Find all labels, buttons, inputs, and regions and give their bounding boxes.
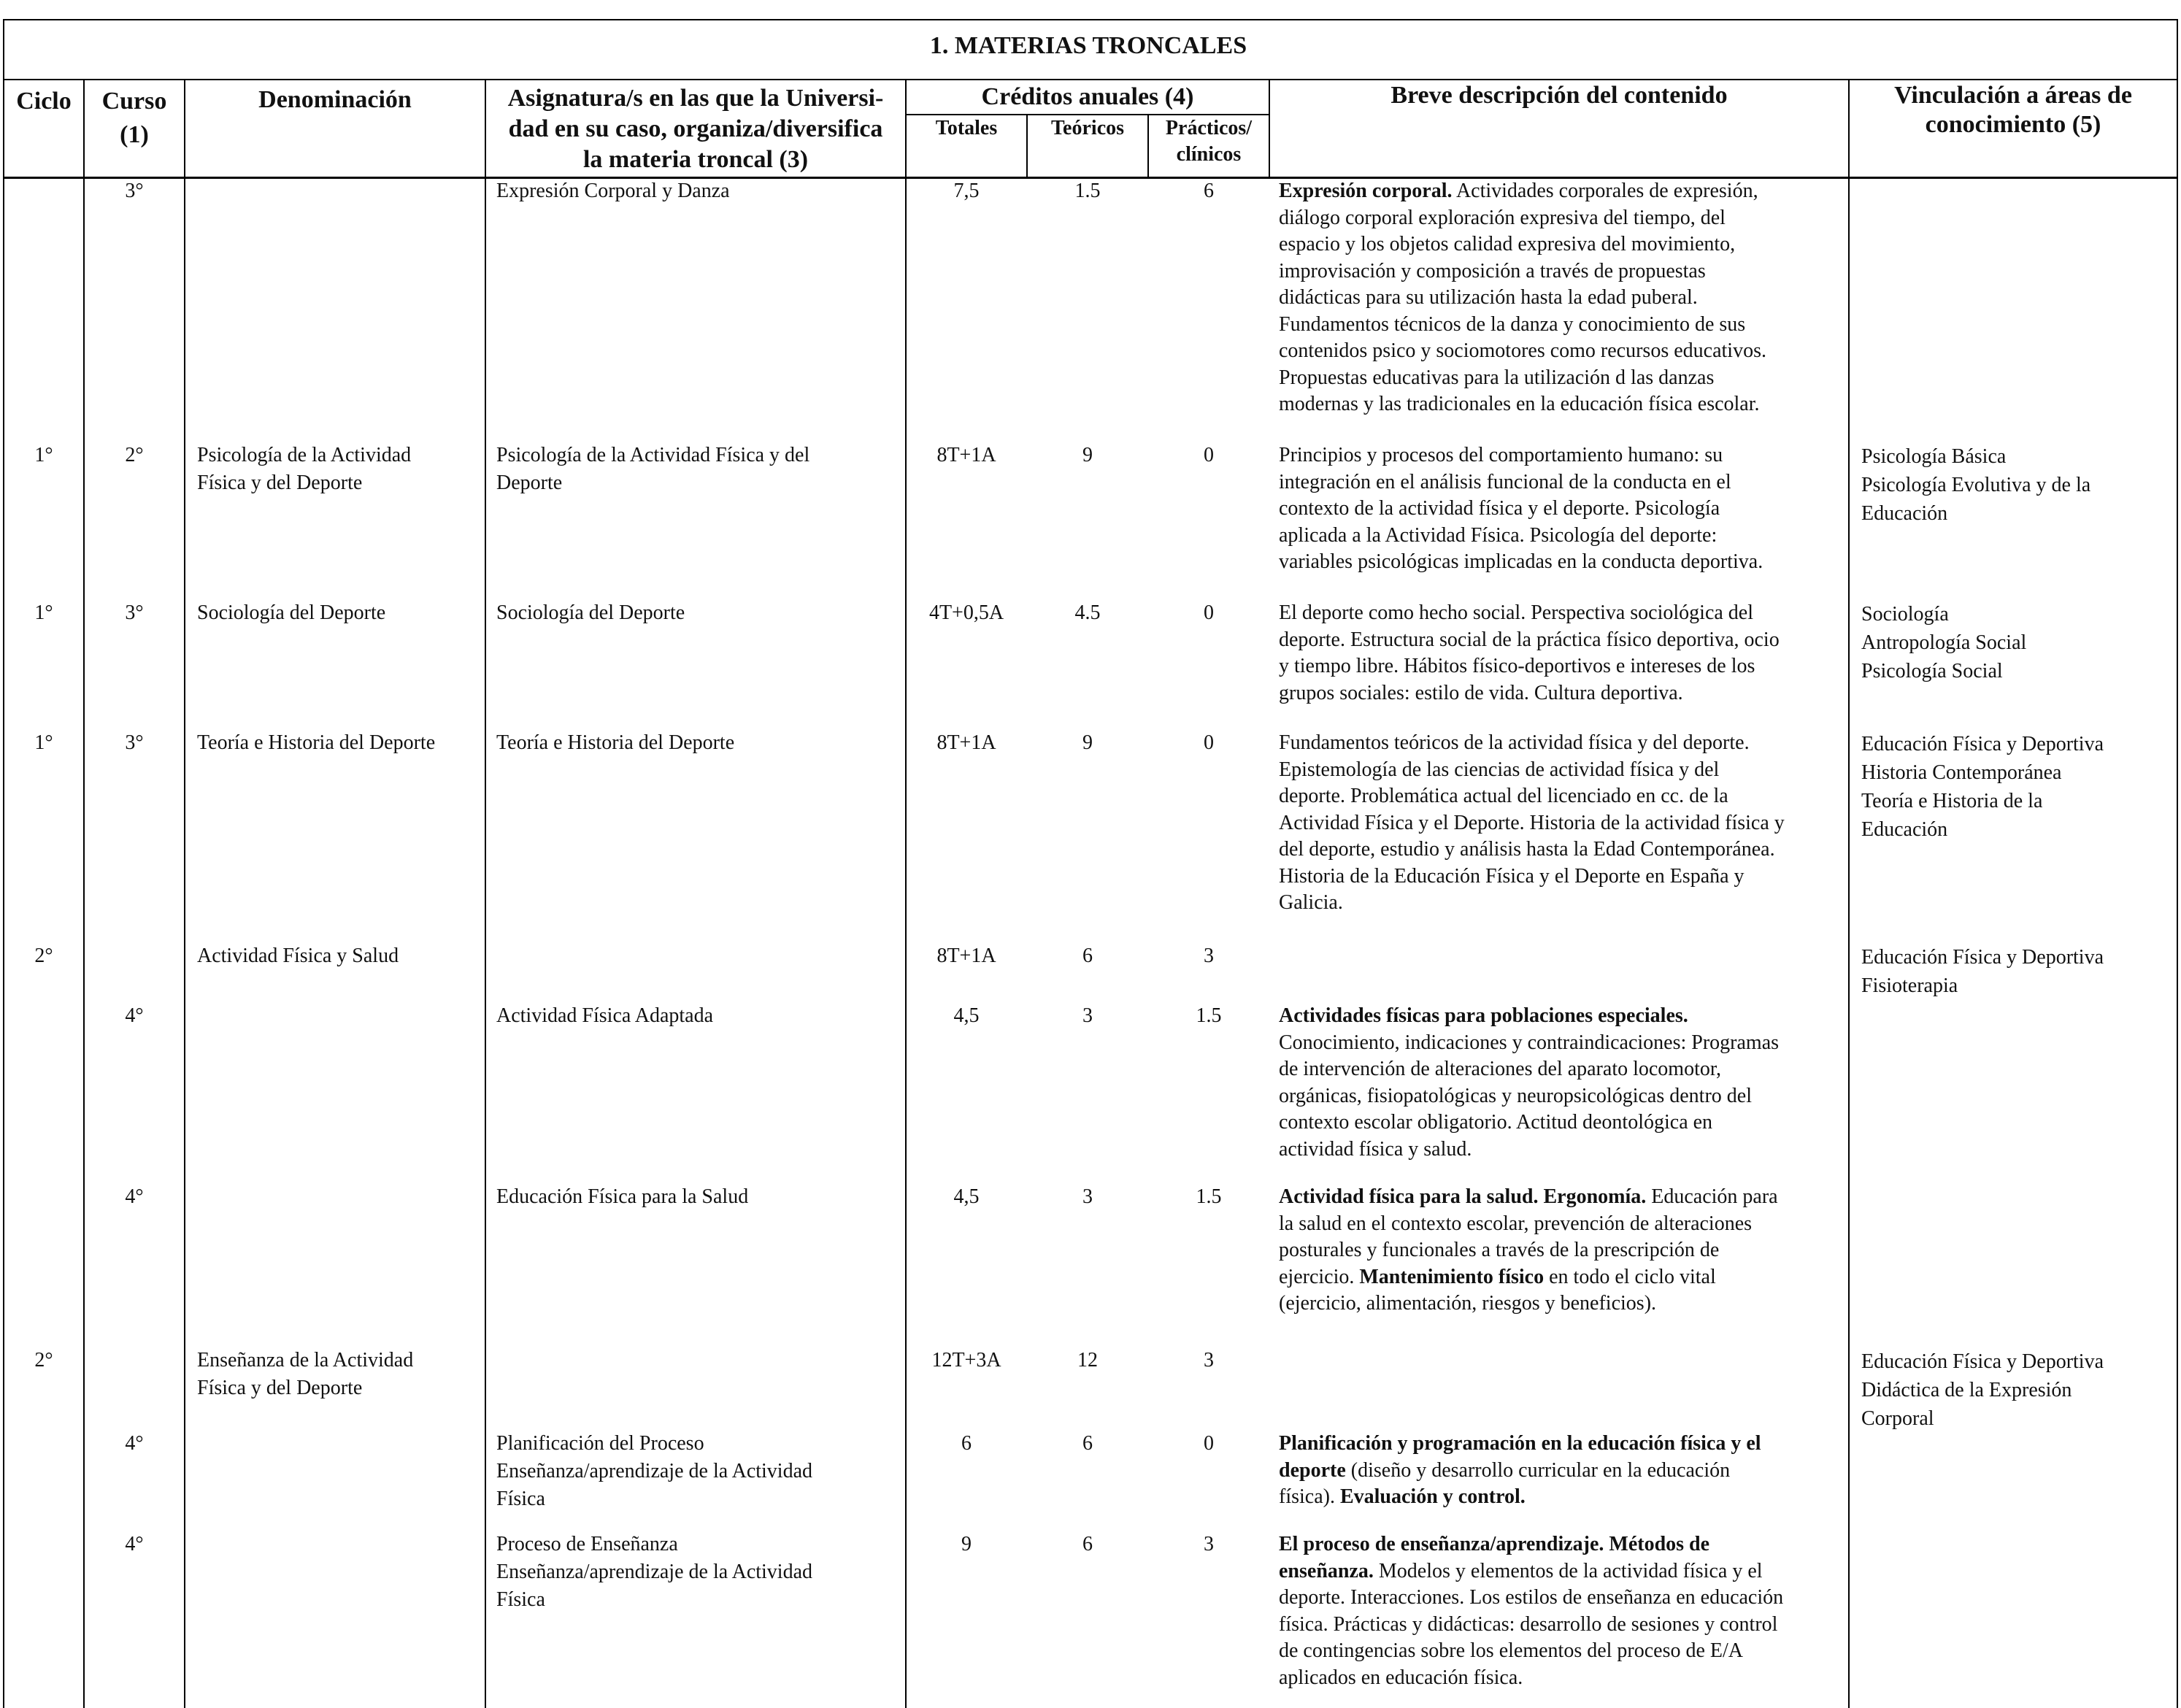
header-teoricos: Teóricos — [1050, 117, 1125, 139]
col-line-denominacion — [485, 79, 486, 1708]
cell-curso: 4° — [125, 1004, 144, 1027]
descripcion-line — [1279, 1184, 1848, 1211]
cell-teoricos: 1.5 — [1074, 180, 1101, 202]
descripcion-line — [1279, 338, 1848, 365]
cell-practicos: 0 — [1204, 731, 1214, 754]
descripcion-line — [1279, 1211, 1848, 1238]
cell-asignatura-line: Psicología de la Actividad Física y del — [496, 444, 810, 466]
descripcion-line — [1279, 523, 1848, 550]
cell-area-line: Sociología — [1861, 603, 1949, 626]
header-denominacion: Denominación — [258, 86, 412, 113]
cell-ciclo: 1° — [34, 601, 53, 624]
descripcion-text: didácticas para su utilización hasta la edad puberal. — [1279, 286, 1698, 309]
cell-denominacion-line: Psicología de la Actividad — [197, 444, 412, 466]
header-practicos-1: Prácticos/ — [1165, 117, 1253, 139]
descripcion-text: Galicia. — [1279, 891, 1343, 914]
descripcion-bold: Expresión corporal. — [1279, 180, 1453, 202]
descripcion-line — [1279, 469, 1848, 496]
cell-area-line: Didáctica de la Expresión — [1861, 1379, 2072, 1401]
descripcion-text: contexto de la actividad física y el deporte. Psicología — [1279, 497, 1720, 520]
descripcion-line — [1279, 1665, 1848, 1692]
descripcion-text: Actividades corporales de expresión, — [1452, 180, 1758, 202]
cell-asignatura-line: Teoría e Historia del Deporte — [496, 731, 735, 754]
header-creditos: Créditos anuales (4) — [981, 83, 1194, 110]
cell-teoricos: 6 — [1082, 945, 1093, 967]
cell-totales: 6 — [961, 1432, 972, 1455]
header-totales: Totales — [935, 117, 998, 139]
cell-descripcion — [1279, 1003, 1848, 1163]
descripcion-line — [1279, 178, 1848, 205]
cell-curso: 4° — [125, 1533, 144, 1555]
cell-asignatura-line: Deporte — [496, 472, 563, 494]
cell-area-line: Fisioterapia — [1861, 974, 1958, 997]
cell-teoricos: 6 — [1082, 1432, 1093, 1455]
descripcion-text: Conocimiento, indicaciones y contraindicaciones: Programas — [1279, 1031, 1780, 1054]
descripcion-line — [1279, 1003, 1848, 1030]
descripcion-line — [1279, 442, 1848, 469]
cell-practicos: 6 — [1204, 180, 1214, 202]
cell-descripcion — [1279, 600, 1848, 707]
descripcion-text: de contingencias sobre los elementos del proceso de E/A — [1279, 1639, 1744, 1662]
col-line-ciclo — [83, 79, 85, 1708]
descripcion-text: y tiempo libre. Hábitos físico-deportivos e intereses de los — [1279, 655, 1755, 677]
cell-descripcion — [1279, 1531, 1848, 1691]
descripcion-line — [1279, 1083, 1848, 1110]
descripcion-text: (ejercicio, alimentación, riesgos y beneficios). — [1279, 1292, 1657, 1315]
descripcion-line — [1279, 205, 1848, 232]
cell-curso: 3° — [125, 601, 144, 624]
descripcion-line — [1279, 680, 1848, 707]
cell-area-line: Antropología Social — [1861, 631, 2027, 654]
cell-denominacion-line: Teoría e Historia del Deporte — [197, 731, 436, 754]
descripcion-text: Propuestas educativas para la utilización d las danzas — [1279, 366, 1715, 389]
descripcion-text: Historia de la Educación Física y el Deporte en España y — [1279, 864, 1745, 888]
cell-practicos: 1.5 — [1196, 1185, 1222, 1208]
descripcion-line — [1279, 285, 1848, 312]
cell-practicos: 0 — [1204, 1432, 1214, 1455]
descripcion-line — [1279, 653, 1848, 680]
cell-descripcion — [1279, 178, 1848, 418]
descripcion-line — [1279, 1030, 1848, 1057]
descripcion-line — [1279, 1531, 1848, 1558]
header-vinculacion-1: Vinculación a áreas de — [1894, 82, 2132, 109]
cell-area-line: Psicología Evolutiva y de la — [1861, 474, 2091, 496]
descripcion-line — [1279, 1558, 1848, 1585]
descripcion-bold: enseñanza. — [1279, 1559, 1374, 1582]
cell-ciclo: 1° — [34, 444, 53, 466]
cell-descripcion — [1279, 1431, 1848, 1511]
descripcion-text: la salud en el contexto escolar, prevención de alteraciones — [1279, 1212, 1753, 1235]
cell-descripcion — [1279, 730, 1848, 917]
credits-subheader-line — [905, 114, 1269, 115]
descripcion-bold: Mantenimiento físico — [1359, 1265, 1545, 1288]
descripcion-line — [1279, 1585, 1848, 1612]
cell-denominacion-line: Física y del Deporte — [197, 1377, 363, 1399]
cell-area-line: Educación — [1861, 818, 1948, 841]
cell-asignatura-line: Expresión Corporal y Danza — [496, 180, 730, 202]
cell-denominacion-line: Física y del Deporte — [197, 472, 363, 494]
cell-denominacion-line: Enseñanza de la Actividad — [197, 1349, 414, 1372]
descripcion-line — [1279, 1136, 1848, 1163]
cell-totales: 8T+1A — [936, 444, 996, 466]
descripcion-line — [1279, 496, 1848, 523]
cell-totales: 7,5 — [953, 180, 980, 202]
descripcion-text: Principios y procesos del comportamiento humano: su — [1279, 444, 1723, 466]
descripcion-line — [1279, 1638, 1848, 1665]
descripcion-text: del deporte, estudio y análisis hasta la Edad Contemporánea. — [1279, 838, 1775, 861]
cell-asignatura-line: Física — [496, 1488, 545, 1510]
cell-asignatura-line: Proceso de Enseñanza — [496, 1533, 678, 1555]
descripcion-text: posturales y funcionales a través de la prescripción de — [1279, 1239, 1720, 1261]
descripcion-line — [1279, 1056, 1848, 1083]
cell-area-line: Corporal — [1861, 1407, 1934, 1430]
cell-totales: 4,5 — [953, 1185, 980, 1208]
descripcion-line — [1279, 1290, 1848, 1317]
cell-practicos: 3 — [1204, 945, 1214, 967]
cell-descripcion — [1279, 442, 1848, 576]
descripcion-line — [1279, 391, 1848, 418]
descripcion-text: deporte. Estructura social de la práctica físico deportiva, ocio — [1279, 628, 1780, 651]
cell-area-line: Psicología Básica — [1861, 445, 2007, 468]
descripcion-text: modernas y las tradicionales en la educación física escolar. — [1279, 393, 1760, 415]
cell-curso: 3° — [125, 731, 144, 754]
descripcion-bold: Evaluación y control. — [1339, 1485, 1526, 1508]
cell-asignatura-line: Física — [496, 1588, 545, 1611]
cell-teoricos: 9 — [1082, 444, 1093, 466]
descripcion-text: física). — [1279, 1485, 1340, 1508]
cell-ciclo: 2° — [34, 1349, 53, 1372]
descripcion-line — [1279, 600, 1848, 627]
descripcion-text: física. Prácticas y didácticas: desarrollo de sesiones y control — [1279, 1612, 1778, 1636]
cell-asignatura-line: Actividad Física Adaptada — [496, 1004, 714, 1027]
cell-descripcion — [1279, 1184, 1848, 1317]
cell-asignatura-line: Enseñanza/aprendizaje de la Actividad — [496, 1561, 813, 1583]
top-border — [3, 19, 2178, 20]
cell-teoricos: 3 — [1082, 1004, 1093, 1027]
left-border — [3, 19, 4, 1708]
descripcion-text: Fundamentos técnicos de la danza y conocimiento de sus — [1279, 312, 1746, 336]
descripcion-text: orgánicas, fisiopatológicas y neuropsicológicas dentro del — [1279, 1084, 1752, 1107]
cell-denominacion-line: Actividad Física y Salud — [197, 945, 399, 967]
cell-asignatura-line: Sociología del Deporte — [496, 601, 685, 624]
descripcion-text: grupos sociales: estilo de vida. Cultura deportiva. — [1279, 681, 1683, 704]
descripcion-text: espacio y los objetos calidad expresiva del movimiento, — [1279, 233, 1736, 255]
descripcion-line — [1279, 365, 1848, 392]
cell-asignatura-line: Enseñanza/aprendizaje de la Actividad — [496, 1460, 813, 1482]
descripcion-text: improvisación y composición a través de propuestas — [1279, 259, 1706, 282]
cell-area-line: Historia Contemporánea — [1861, 761, 2062, 784]
cell-curso: 3° — [125, 180, 144, 202]
descripcion-line — [1279, 549, 1848, 576]
descripcion-line — [1279, 627, 1848, 654]
descripcion-line — [1279, 1109, 1848, 1136]
cell-totales: 4,5 — [953, 1004, 980, 1027]
cell-denominacion-line: Sociología del Deporte — [197, 601, 386, 624]
header-practicos-2: clínicos — [1176, 143, 1242, 166]
cell-teoricos: 12 — [1077, 1349, 1098, 1372]
descripcion-line — [1279, 1458, 1848, 1485]
descripcion-text: Educación para — [1646, 1185, 1778, 1208]
descripcion-text: Modelos y elementos de la actividad física y el — [1373, 1559, 1763, 1582]
right-border — [2177, 19, 2178, 1708]
header-asignatura-2: dad en su caso, organiza/diversifica — [508, 115, 883, 142]
cell-practicos: 3 — [1204, 1533, 1214, 1555]
descripcion-text: Epistemología de las ciencias de actividad física y del — [1279, 758, 1720, 781]
col-line-descripcion — [1848, 79, 1850, 1708]
descripcion-line — [1279, 258, 1848, 285]
descripcion-bold: Actividad física para la salud. Ergonomía. — [1279, 1185, 1647, 1208]
descripcion-text: contexto escolar obligatorio. Actitud deontológica en — [1279, 1111, 1713, 1134]
cell-ciclo: 1° — [34, 731, 53, 754]
cell-totales: 9 — [961, 1533, 972, 1555]
descripcion-line — [1279, 312, 1848, 339]
descripcion-text: variables psicológicas implicadas en la conducta deportiva. — [1279, 550, 1763, 573]
descripcion-text: Actividad Física y el Deporte. Historia de la actividad física y — [1279, 811, 1785, 834]
cell-teoricos: 4.5 — [1074, 601, 1101, 624]
header-descripcion: Breve descripción del contenido — [1390, 82, 1728, 109]
descripcion-bold: deporte — [1279, 1458, 1346, 1482]
descripcion-line — [1279, 231, 1848, 258]
cell-practicos: 1.5 — [1196, 1004, 1222, 1027]
section-title: 1. MATERIAS TRONCALES — [929, 32, 1247, 59]
descripcion-text: diálogo corporal exploración expresiva del tiempo, del — [1279, 206, 1726, 229]
cell-teoricos: 6 — [1082, 1533, 1093, 1555]
descripcion-bold: Actividades físicas para poblaciones especiales. — [1279, 1004, 1688, 1027]
cell-practicos: 0 — [1204, 601, 1214, 624]
cell-practicos: 3 — [1204, 1349, 1214, 1372]
descripcion-text: El deporte como hecho social. Perspectiva sociológica del — [1279, 601, 1754, 624]
header-asignatura-1: Asignatura/s en las que la Universi- — [507, 85, 884, 112]
descripcion-line — [1279, 1431, 1848, 1458]
descripcion-line — [1279, 1484, 1848, 1511]
header-vinculacion-2: conocimiento (5) — [1925, 111, 2101, 138]
header-curso-note: (1) — [120, 121, 149, 148]
cell-curso: 4° — [125, 1185, 144, 1208]
descripcion-text: en todo el ciclo vital — [1544, 1265, 1716, 1288]
descripcion-text: integración en el análisis funcional de la conducta en el — [1279, 470, 1731, 493]
descripcion-text: Fundamentos teóricos de la actividad física y del deporte. — [1279, 731, 1750, 754]
cell-area-line: Psicología Social — [1861, 660, 2003, 682]
cell-area-line: Educación Física y Deportiva — [1861, 733, 2104, 755]
descripcion-text: (diseño y desarrollo curricular en la educación — [1345, 1458, 1731, 1482]
descripcion-line — [1279, 783, 1848, 810]
descripcion-line — [1279, 757, 1848, 784]
descripcion-text: contenidos psico y sociomotores como recursos educativos. — [1279, 339, 1766, 362]
header-asignatura-3: la materia troncal (3) — [582, 146, 809, 173]
header-ciclo: Ciclo — [16, 88, 72, 115]
descripcion-line — [1279, 1237, 1848, 1264]
descripcion-line — [1279, 1264, 1848, 1291]
descripcion-text: aplicada a la Actividad Física. Psicología del deporte: — [1279, 523, 1718, 547]
cell-totales: 4T+0,5A — [928, 601, 1004, 624]
cell-curso: 4° — [125, 1432, 144, 1455]
descripcion-text: actividad física y salud. — [1279, 1137, 1472, 1161]
cell-teoricos: 3 — [1082, 1185, 1093, 1208]
cell-area-line: Teoría e Historia de la — [1861, 790, 2043, 812]
cell-area-line: Educación Física y Deportiva — [1861, 946, 2104, 969]
descripcion-bold: Planificación y programación en la educación física y el — [1279, 1432, 1761, 1455]
cell-asignatura-line: Educación Física para la Salud — [496, 1185, 749, 1208]
descripcion-bold: El proceso de enseñanza/aprendizaje. Métodos de — [1279, 1533, 1710, 1555]
descripcion-line — [1279, 863, 1848, 890]
col-line-asignatura — [905, 79, 907, 1708]
col-line-curso — [184, 79, 185, 1708]
cell-ciclo: 2° — [34, 945, 53, 967]
descripcion-line — [1279, 836, 1848, 863]
header-curso: Curso — [101, 88, 167, 115]
descripcion-line — [1279, 810, 1848, 837]
cell-area-line: Educación Física y Deportiva — [1861, 1350, 2104, 1373]
cell-area-line: Educación — [1861, 502, 1948, 525]
descripcion-line — [1279, 1612, 1848, 1639]
descripcion-text: de intervención de alteraciones del aparato locomotor, — [1279, 1058, 1722, 1080]
descripcion-line — [1279, 730, 1848, 757]
descripcion-text: aplicados en educación física. — [1279, 1666, 1523, 1689]
descripcion-text: deporte. Problemática actual del licenciado en cc. de la — [1279, 785, 1728, 807]
cell-practicos: 0 — [1204, 444, 1214, 466]
cell-curso: 2° — [125, 444, 144, 466]
cell-totales: 8T+1A — [936, 945, 996, 967]
descripcion-line — [1279, 890, 1848, 917]
cell-asignatura-line: Planificación del Proceso — [496, 1432, 704, 1455]
descripcion-text: deporte. Interacciones. Los estilos de enseñanza en educación — [1279, 1586, 1784, 1609]
cell-totales: 8T+1A — [936, 731, 996, 754]
descripcion-text: ejercicio. — [1279, 1265, 1360, 1288]
cell-totales: 12T+3A — [931, 1349, 1001, 1372]
cell-teoricos: 9 — [1082, 731, 1093, 754]
